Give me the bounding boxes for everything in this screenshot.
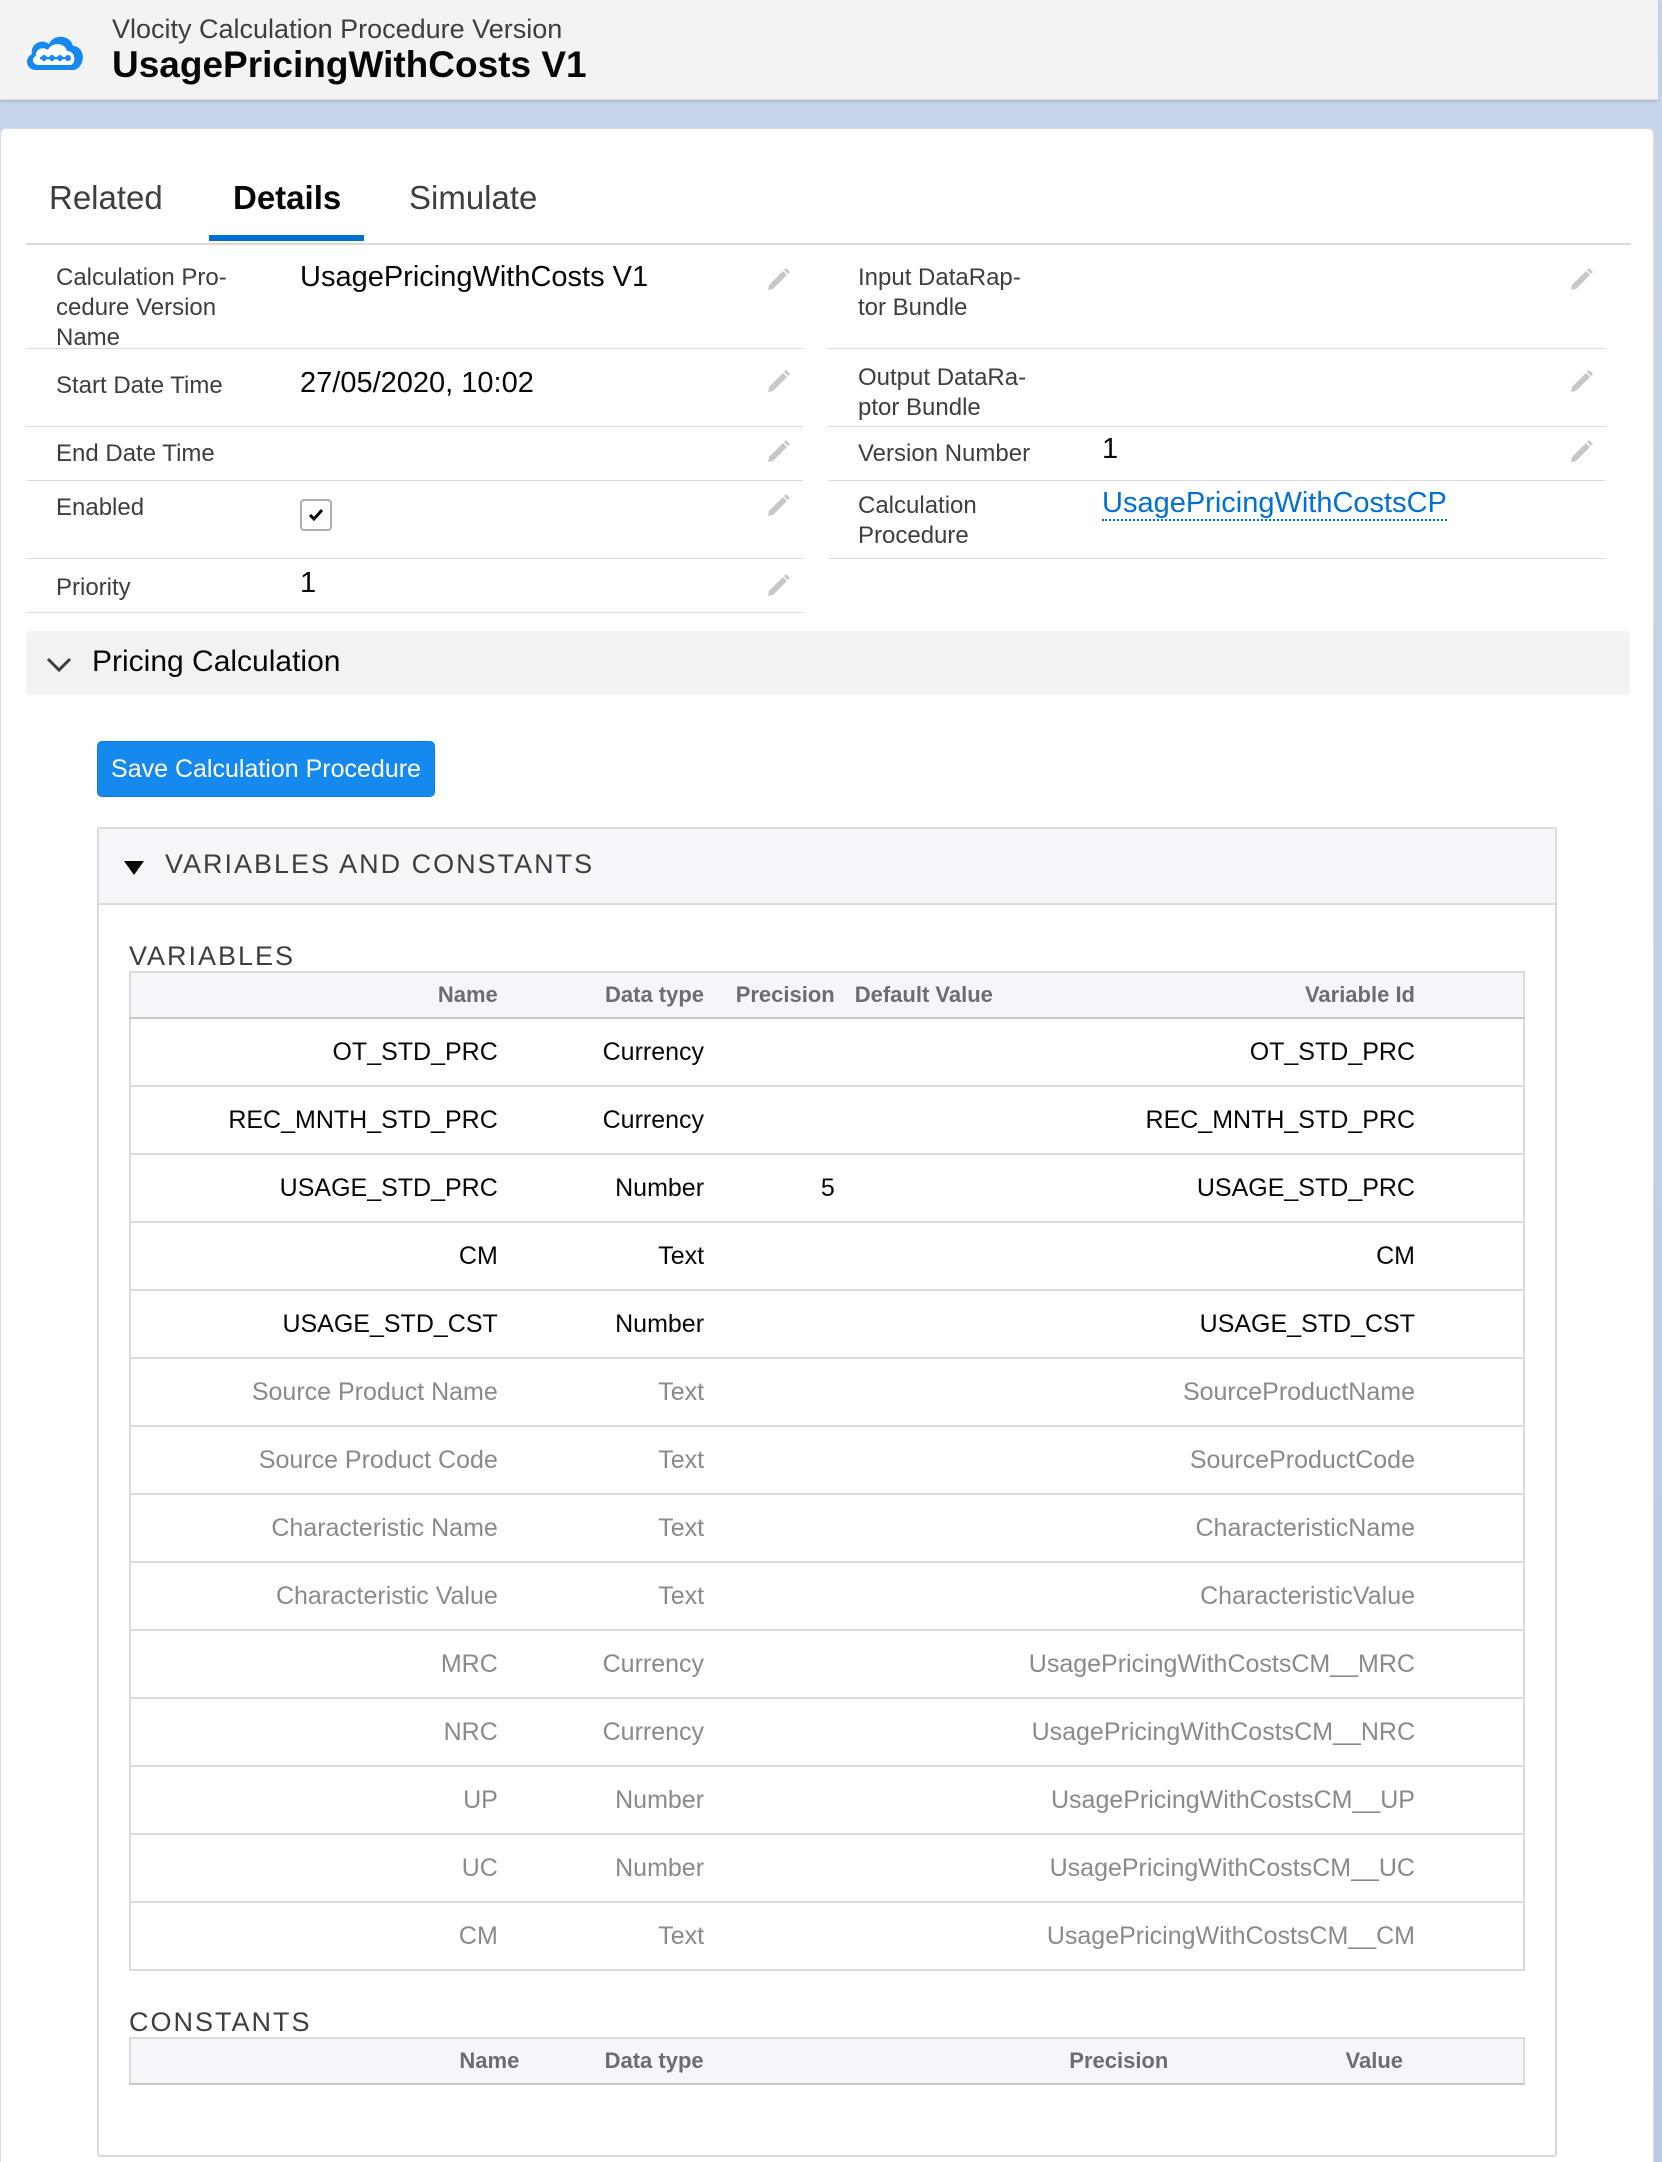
- field-label: Enabled: [56, 494, 145, 521]
- variable-row[interactable]: [130, 1834, 1524, 1902]
- variable-name-cell: USAGE_STD_CST: [130, 1290, 508, 1358]
- variable-data-type-cell: Currency: [508, 1086, 714, 1154]
- edit-pencil-icon[interactable]: [1566, 435, 1596, 465]
- variable-name-cell: OT_STD_PRC: [130, 1018, 508, 1086]
- variable-row[interactable]: [130, 1698, 1524, 1766]
- variable-default-value-cell: [845, 1222, 1008, 1290]
- variable-default-value-cell: [845, 1902, 1008, 1970]
- edit-pencil-icon[interactable]: [763, 569, 793, 599]
- tab-details[interactable]: Details: [233, 179, 342, 216]
- field-label: Start Date Time: [56, 372, 223, 399]
- variable-data-type-cell: Currency: [508, 1698, 714, 1766]
- field-version-number: [828, 427, 1606, 481]
- variable-row[interactable]: [130, 1902, 1524, 1970]
- variable-name-cell: REC_MNTH_STD_PRC: [130, 1086, 508, 1154]
- variable-default-value-cell: [845, 1834, 1008, 1902]
- variable-row[interactable]: [130, 1222, 1524, 1290]
- variable-precision-cell: [714, 1018, 845, 1086]
- edit-pencil-icon[interactable]: [763, 263, 793, 293]
- variable-data-type-cell: Number: [508, 1154, 714, 1222]
- field-label: Priority: [56, 574, 131, 601]
- variables-and-constants-header[interactable]: [99, 829, 1555, 905]
- variable-name-cell: NRC: [130, 1698, 508, 1766]
- variables-and-constants-panel: [97, 827, 1557, 2157]
- variable-row[interactable]: [130, 1154, 1524, 1222]
- field-label: Calculation Procedure: [858, 492, 977, 549]
- variable-data-type-cell: Text: [508, 1562, 714, 1630]
- calculation-procedure-link[interactable]: UsagePricingWithCostsCP: [1102, 487, 1447, 519]
- field-start-date-time: [26, 349, 803, 427]
- variable-id-cell: CharacteristicValue: [1008, 1562, 1524, 1630]
- variable-data-type-cell: Text: [508, 1494, 714, 1562]
- variable-precision-cell: [714, 1358, 845, 1426]
- field-input-dataraptor-bundle: [828, 247, 1606, 349]
- variable-name-cell: Source Product Code: [130, 1426, 508, 1494]
- enabled-checkbox[interactable]: [300, 499, 332, 531]
- variable-precision-cell: [714, 1290, 845, 1358]
- variable-name-cell: Characteristic Value: [130, 1562, 508, 1630]
- variable-data-type-cell: Text: [508, 1426, 714, 1494]
- variable-row[interactable]: [130, 1630, 1524, 1698]
- variable-row[interactable]: [130, 1086, 1524, 1154]
- variable-name-cell: CM: [458, 1921, 498, 1950]
- variable-data-type-cell: Text: [658, 1921, 705, 1950]
- vlocity-cloud-icon: [22, 30, 88, 78]
- section-title: Pricing Calculation: [92, 645, 341, 678]
- field-label: Calculation Pro- cedure Version Name: [56, 264, 227, 351]
- variables-heading: VARIABLES: [129, 941, 296, 971]
- table-header-row: [130, 2038, 1524, 2084]
- tab-bar: [26, 149, 1631, 245]
- variable-name-cell: Source Product Name: [130, 1358, 508, 1426]
- variable-precision-cell: [714, 1562, 845, 1630]
- variable-default-value-cell: [845, 1426, 1008, 1494]
- variable-default-value-cell: [845, 1018, 1008, 1086]
- variable-precision-cell: [714, 1222, 845, 1290]
- field-value: 27/05/2020, 10:02: [300, 367, 534, 399]
- variable-row[interactable]: [130, 1562, 1524, 1630]
- variable-precision-cell: [714, 1630, 845, 1698]
- checkmark-icon: [306, 505, 326, 525]
- variable-id-cell: CM: [1008, 1222, 1524, 1290]
- variable-id-cell: REC_MNTH_STD_PRC: [1008, 1086, 1524, 1154]
- variable-name-cell: CM: [130, 1222, 508, 1290]
- variable-id-cell: UsagePricingWithCostsCM__CM: [1046, 1921, 1415, 1950]
- variable-data-type-cell: Text: [508, 1222, 714, 1290]
- variable-row[interactable]: [130, 1358, 1524, 1426]
- edit-pencil-icon[interactable]: [763, 435, 793, 465]
- field-label: Input DataRap- tor Bundle: [858, 264, 1021, 321]
- variable-default-value-cell: [845, 1630, 1008, 1698]
- variable-precision-cell: 5: [714, 1154, 845, 1222]
- column-header-name[interactable]: Name: [130, 2038, 529, 2084]
- variable-id-cell: UsagePricingWithCostsCM__NRC: [1008, 1698, 1524, 1766]
- variable-default-value-cell: [845, 1086, 1008, 1154]
- field-priority: [26, 559, 803, 613]
- variable-default-value-cell: [845, 1698, 1008, 1766]
- variable-data-type-cell: Currency: [508, 1018, 714, 1086]
- column-header-precision[interactable]: Precision: [779, 2038, 1178, 2084]
- variable-row[interactable]: [130, 1290, 1524, 1358]
- variable-default-value-cell: [845, 1358, 1008, 1426]
- variable-id-cell: USAGE_STD_CST: [1008, 1290, 1524, 1358]
- variable-precision-cell: [714, 1698, 845, 1766]
- field-label: Version Number: [858, 440, 1031, 467]
- field-label: Output DataRa- ptor Bundle: [858, 364, 1027, 421]
- edit-pencil-icon[interactable]: [763, 489, 793, 519]
- variable-id-cell: USAGE_STD_PRC: [1008, 1154, 1524, 1222]
- tab-related[interactable]: Related: [49, 179, 163, 216]
- record-detail-card: [0, 128, 1654, 2162]
- column-header-precision[interactable]: Precision: [714, 972, 845, 1018]
- variable-name-cell: USAGE_STD_PRC: [130, 1154, 508, 1222]
- variable-name-cell: Characteristic Name: [130, 1494, 508, 1562]
- record-type-label: Vlocity Calculation Procedure Version: [112, 14, 563, 44]
- variable-data-type-cell: Currency: [508, 1630, 714, 1698]
- variable-row[interactable]: [130, 1766, 1524, 1834]
- field-end-date-time: [26, 427, 803, 481]
- variable-id-cell: UsagePricingWithCostsCM__UP: [1008, 1766, 1524, 1834]
- variable-id-cell: UsagePricingWithCostsCM__MRC: [1008, 1630, 1524, 1698]
- variable-id-cell: OT_STD_PRC: [1008, 1018, 1524, 1086]
- record-header: [0, 0, 1658, 100]
- variable-data-type-cell: Number: [508, 1290, 714, 1358]
- variable-precision-cell: [714, 1494, 845, 1562]
- variable-precision-cell: [714, 1834, 845, 1902]
- variable-default-value-cell: [845, 1154, 1008, 1222]
- variable-data-type-cell: Text: [508, 1358, 714, 1426]
- variable-precision-cell: [714, 1426, 845, 1494]
- variables-table: [129, 971, 1525, 1971]
- edit-pencil-icon[interactable]: [763, 365, 793, 395]
- column-header-data-type[interactable]: Data type: [529, 2038, 779, 2084]
- constants-heading: CONSTANTS: [129, 2007, 312, 2037]
- variable-default-value-cell: [845, 1494, 1008, 1562]
- variable-row[interactable]: [130, 1018, 1524, 1086]
- variable-row[interactable]: [130, 1426, 1524, 1494]
- edit-pencil-icon[interactable]: [1566, 263, 1596, 293]
- column-header-data-type[interactable]: Data type: [508, 972, 714, 1018]
- field-value: 1: [300, 567, 317, 599]
- variable-default-value-cell: [845, 1562, 1008, 1630]
- constants-table: [129, 2037, 1525, 2085]
- variable-name-cell: UC: [130, 1834, 508, 1902]
- variable-data-type-cell: Number: [508, 1766, 714, 1834]
- field-label: End Date Time: [56, 440, 215, 467]
- field-value: 1: [1102, 433, 1119, 465]
- variable-data-type-cell: Number: [508, 1834, 714, 1902]
- field-output-dataraptor-bundle: [828, 349, 1606, 427]
- edit-pencil-icon[interactable]: [1566, 365, 1596, 395]
- tab-simulate[interactable]: Simulate: [409, 179, 538, 216]
- variable-name-cell: UP: [130, 1766, 508, 1834]
- pricing-calculation-section-header[interactable]: [26, 631, 1630, 695]
- table-header-row: [130, 972, 1524, 1018]
- variable-id-cell: CharacteristicName: [1008, 1494, 1524, 1562]
- column-header-value[interactable]: Value: [1178, 2038, 1524, 2084]
- field-enabled: [26, 481, 803, 559]
- active-tab-indicator: [209, 235, 364, 241]
- column-header-variable-id[interactable]: Variable Id: [1008, 972, 1524, 1018]
- chevron-down-icon: [44, 649, 74, 679]
- field-calculation-procedure: [828, 481, 1606, 559]
- variable-precision-cell: [714, 1766, 845, 1834]
- column-header-default-value[interactable]: Default Value: [845, 972, 1008, 1018]
- variable-precision-cell: [714, 1086, 845, 1154]
- panel-title: VARIABLES AND CONSTANTS: [165, 849, 595, 879]
- variable-id-cell: SourceProductCode: [1008, 1426, 1524, 1494]
- field-value: UsagePricingWithCosts V1: [300, 261, 649, 293]
- variable-precision-cell: [714, 1902, 845, 1970]
- save-calculation-procedure-button[interactable]: Save Calculation Procedure: [97, 741, 435, 797]
- field-version-name: [26, 247, 803, 349]
- triangle-down-icon: [123, 859, 145, 877]
- record-title: UsagePricingWithCosts V1: [112, 44, 587, 85]
- variable-id-cell: SourceProductName: [1008, 1358, 1524, 1426]
- variable-default-value-cell: [845, 1290, 1008, 1358]
- variable-default-value-cell: [845, 1766, 1008, 1834]
- column-header-name[interactable]: Name: [130, 972, 508, 1018]
- variable-name-cell: MRC: [130, 1630, 508, 1698]
- variable-id-cell: UsagePricingWithCostsCM__UC: [1008, 1834, 1524, 1902]
- variable-row[interactable]: [130, 1494, 1524, 1562]
